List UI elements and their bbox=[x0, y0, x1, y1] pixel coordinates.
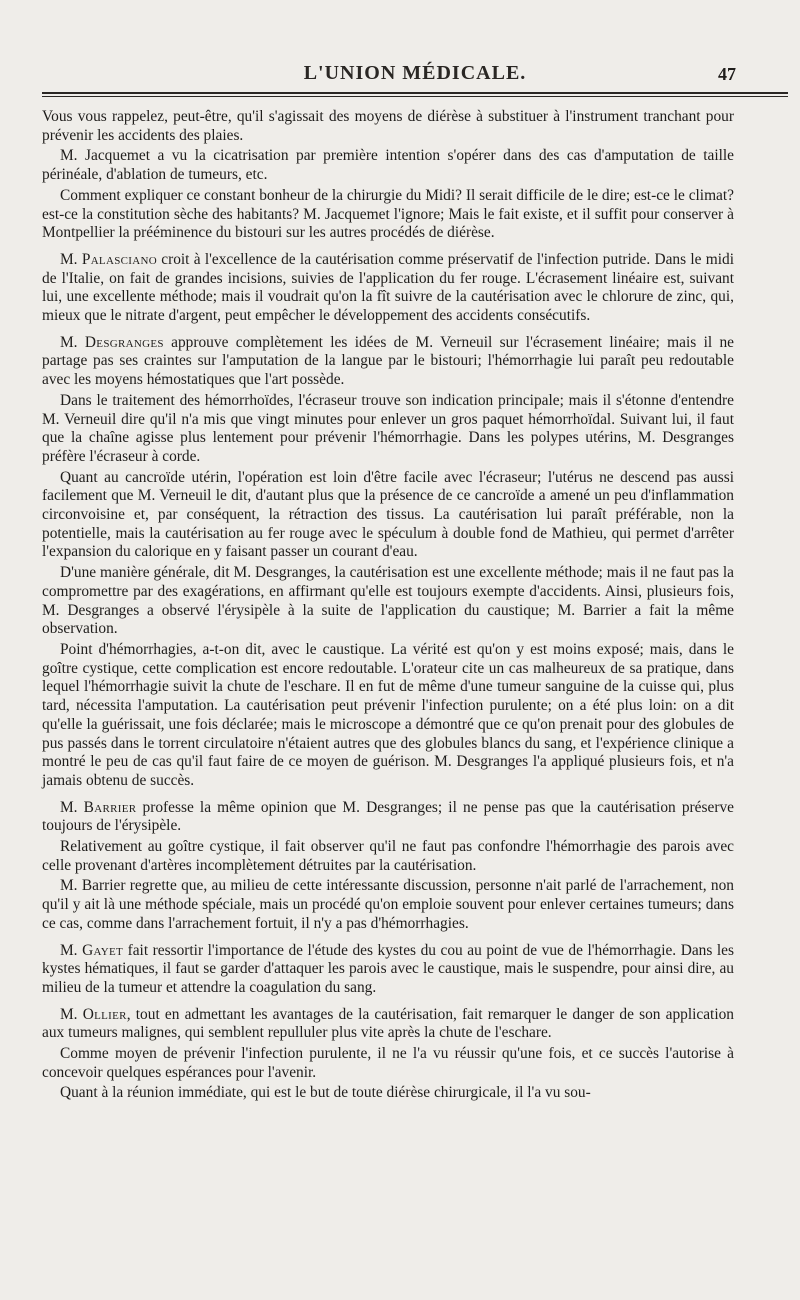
paragraph-palasciano: M. Palasciano croit à l'excellence de la cautérisation comme préservatif de l'infection putride. Dans le midi de l'Italie, on fait de grandes incisions, suivies de l'application du fer rouge. L'écrasement linéaire est, suivant lui, une excellente méthode; mais il voudrait qu'on la fît suivre de la cautérisation avec le chlorure de zinc, qui, mieux que le nitrate d'argent, peut empêcher le développement des accidents consécutifs. bbox=[42, 250, 734, 325]
speaker-name: Gayet bbox=[82, 941, 124, 959]
speaker-name: Desgranges bbox=[84, 333, 164, 351]
paragraph-8: D'une manière générale, dit M. Desgranges, la cautérisation est une excellente méthode; mais il ne faut pas la compromettre par des exagérations, en affirmant qu'elle est toujours exempte d'accidents. Ainsi, plusieurs fois, M. Desgranges a observé l'érysipèle à la suite de l'application du caustique; M. Barrier a fait la même observation. bbox=[42, 564, 734, 638]
paragraph-11: Relativement au goître cystique, il fait observer qu'il ne faut pas confondre l'hémorrhagie des parois avec celle provenant d'artères incomplètement détruites par la cautérisation. bbox=[42, 838, 734, 874]
paragraph-16: Quant à la réunion immédiate, qui est le but de toute diérèse chirurgicale, il l'a vu sou- bbox=[60, 1084, 591, 1102]
speaker-name: Palasciano bbox=[81, 250, 157, 268]
paragraph-12: M. Barrier regrette que, au milieu de cette intéressante discussion, personne n'ait parlé de l'arrachement, non qu'il y ait là une méthode spéciale, mais un procédé qu'on emploie souvent pour enlever certaines tumeurs; dans ce cas, comme dans l'arrachement fortuit, il n'y a pas d'hémorrhagies. bbox=[42, 877, 734, 932]
paragraph-gayet: M. Gayet fait ressortir l'importance de l'étude des kystes du cou au point de vue de l'hémorrhagie. Dans les kystes hématiques, il faut se garder d'attaquer les parois avec le caustique, mais le suspendre, pour ainsi dire, au milieu de la tumeur et attendre la coagulation du sang. bbox=[42, 941, 734, 996]
paragraph-3: Comment expliquer ce constant bonheur de la chirurgie du Midi? Il serait difficile de le dire; est-ce le climat? est-ce la constitution sèche des habitants? M. Jacquemet l'ignore; Mais le fait existe, et il suffit pour conserver à Montpellier la prééminence du bistouri sur les autres procédés de diérèse. bbox=[42, 186, 734, 242]
paragraph-desgranges: M. Desgranges approuve complètement les idées de M. Verneuil sur l'écrasement linéaire; mais il ne partage pas ses craintes sur l'amputation de la langue par le bistouri; l'hémorrhagie lui paraît peu redoutable avec les moyens hémostatiques que l'art possède. bbox=[42, 333, 734, 389]
paragraph-1: Vous vous rappelez, peut-être, qu'il s'agissait des moyens de diérèse à substituer à l'instrument tranchant pour prévenir les accidents des plaies. bbox=[42, 108, 734, 144]
paragraph-text: fait ressortir l'importance de l'étude des kystes du cou au point de vue de l'hémorrhagie. Dans les kystes hématiques, il faut se garder d'attaquer les parois avec le caustique, mais le suspendre, pour ainsi dire, au milieu de la tumeur et attendre la coagulation du sang. bbox=[42, 941, 734, 996]
speaker-name: Barrier bbox=[83, 798, 137, 816]
paragraph-9: Point d'hémorrhagies, a-t-on dit, avec le caustique. La vérité est qu'on y est moins exposé; mais, dans le goître cystique, cette complication est encore redoutable. L'orateur cite un cas malheureux de sa pratique, dans lequel l'hémorrhagie suivit la chute de l'eschare. Il en fut de même d'une tumeur sanguine de la cuisse qui, plus tard, nécessita l'amputation. La cautérisation peut prévenir l'infection purulente; on a été plus loin: on a dit qu'elle la guérissait, une fois déclarée; mais le microscope a démontré que ce qu'on prenait pour des globules de pus passés dans le torrent circulatoire n'étaient autres que des globules blancs du sang, et l'expérience clinique a montré le peu de cas qu'il faut faire de ce moyen de guérison. M. Desgranges l'a appliqué plusieurs fois, et n'a jamais obtenu de succès. bbox=[42, 640, 734, 789]
paragraph-15: Comme moyen de prévenir l'infection purulente, il ne l'a vu réussir qu'une fois, et ce succès l'autorise à concevoir quelques espérances pour l'avenir. bbox=[42, 1045, 734, 1081]
paragraph-ollier: M. Ollier, tout en admettant les avantages de la cautérisation, fait remarquer le danger de son application aux tumeurs malignes, qui semblent repulluler plus vite après la chute de l'eschare. bbox=[42, 1005, 734, 1042]
paragraph-text: , tout en admettant les avantages de la cautérisation, fait remarquer le danger de son application aux tumeurs malignes, qui semblent repulluler plus vite après la chute de l'eschare. bbox=[42, 1005, 734, 1042]
paragraph-text: croit à l'excellence de la cautérisation comme préservatif de l'infection putride. Dans le midi de l'Italie, on fait de grandes incisions, suivies de l'application du fer rouge. L'écrasement linéaire est, suivant lui, une excellente méthode; mais il voudrait qu'on la fît suivre de la cautérisation avec le chlorure de zinc, qui, mieux que le nitrate d'argent, peut empêcher le développement des accidents consécutifs. bbox=[42, 250, 734, 325]
paragraph-7: Quant au cancroïde utérin, l'opération est loin d'être facile avec l'écraseur; l'utérus ne descend pas aussi facilement que M. Verneuil le dit, d'autant plus que la présence de ce cancroïde a amené un peu d'inflammation circonvoisine et, par conséquent, la rétraction des tissus. La cautérisation lui paraît préférable, non la potentielle, mais la cautérisation au fer rouge avec le spéculum à double fond de Mathieu, qui permet d'arrêter l'expansion du calorique en y faisant passer un courant d'eau. bbox=[42, 468, 734, 561]
paragraph-text: professe la même opinion que M. Desgranges; il ne pense pas que la cautérisation préserve toujours de l'érysipèle. bbox=[42, 798, 734, 835]
paragraph-text: approuve complètement les idées de M. Verneuil sur l'écrasement linéaire; mais il ne partage pas ses craintes sur l'amputation de la langue par le bistouri; l'hémorrhagie lui paraît peu redoutable avec les moyens hémostatiques que l'art possède. bbox=[42, 333, 734, 389]
paragraph-barrier: M. Barrier professe la même opinion que M. Desgranges; il ne pense pas que la cautérisation préserve toujours de l'érysipèle. bbox=[42, 798, 734, 835]
speaker-name: Ollier bbox=[82, 1005, 127, 1023]
header-rule bbox=[42, 92, 788, 94]
article-body bbox=[42, 108, 734, 1105]
running-header bbox=[42, 62, 788, 90]
paragraph-6: Dans le traitement des hémorrhoïdes, l'écraseur trouve son indication principale; mais il s'étonne d'entendre M. Verneuil dire qu'il n'a mis que vingt minutes pour enlever un gros paquet hémorrhoïdal. Suivant lui, il faut que la chaîne agisse plus lentement pour prévenir l'hémorrhagie. Dans les polypes utérins, M. Desgranges préfère l'écraseur à corde. bbox=[42, 391, 734, 465]
header-rule-thin bbox=[42, 96, 788, 97]
page-number: 47 bbox=[718, 64, 736, 84]
journal-title: L'UNION MÉDICALE. bbox=[303, 62, 527, 84]
paragraph-2: M. Jacquemet a vu la cicatrisation par première intention s'opérer dans des cas d'amputation de taille périnéale, d'ablation de tumeurs, etc. bbox=[42, 147, 734, 184]
